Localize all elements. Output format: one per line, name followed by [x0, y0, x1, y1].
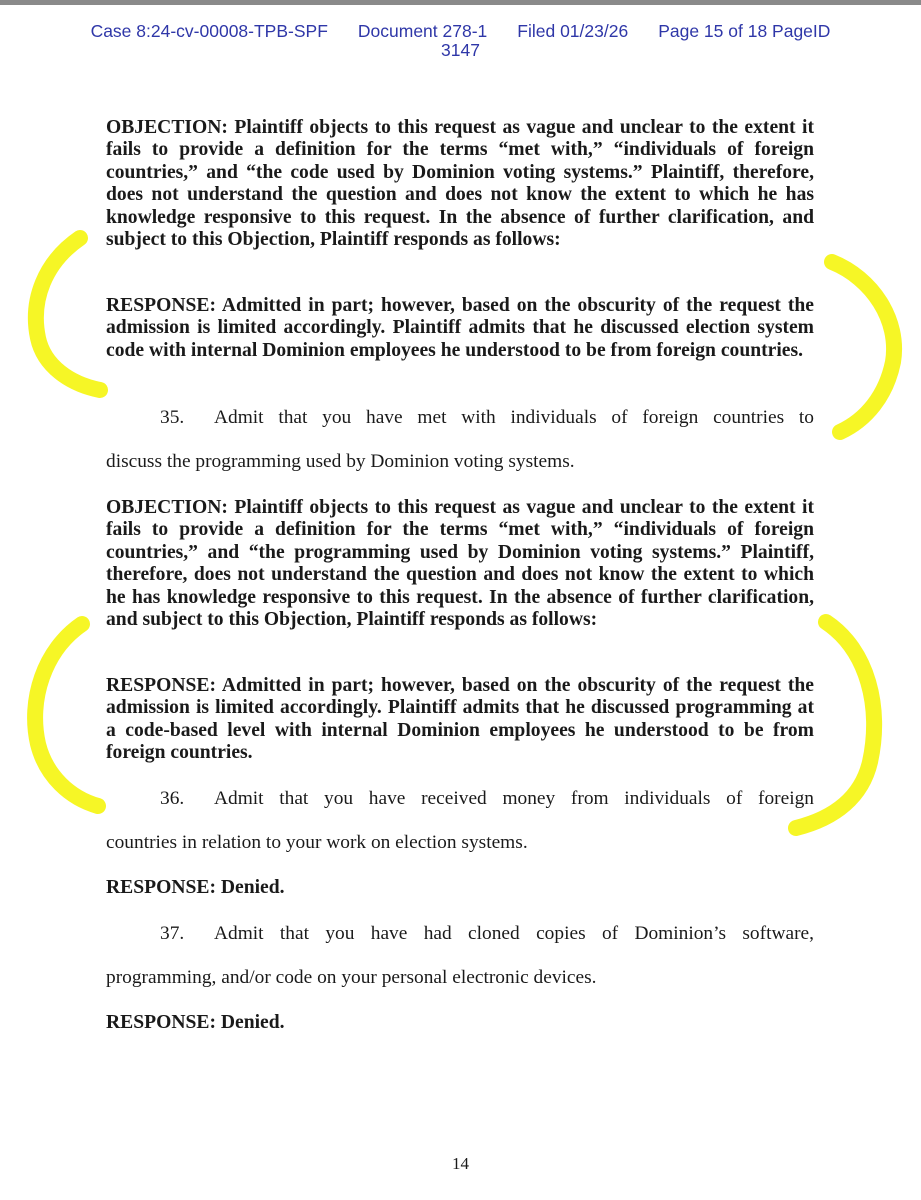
- response-37: RESPONSE: Denied.: [106, 1012, 285, 1033]
- request-37-line2: programming, and/or code on your personal electronic devices.: [106, 967, 597, 988]
- request-37: [106, 912, 814, 1000]
- request-35-number: 35.: [160, 407, 185, 428]
- case-number: Case 8:24-cv-00008-TPB-SPF: [90, 21, 328, 41]
- highlight-bracket-right-upper: [832, 262, 894, 432]
- objection-34: OBJECTION: Plaintiff objects to this request as vague and unclear to the extent it fails to provide a definition for the terms “met with,” “individuals of foreign countries,” and “the code used by Dominion voting systems.” Plaintiff, therefore, does not understand the question and does not know the extent to which he has knowledge responsive to this request. In the absence of further clarification, and subject to this Objection, Plaintiff responds as follows:: [106, 117, 814, 251]
- request-35-line2: discuss the programming used by Dominion voting systems.: [106, 451, 575, 472]
- request-35: [106, 396, 814, 484]
- filing-header: [0, 22, 921, 60]
- pageid-number: 3147: [441, 40, 480, 60]
- page-info: Page 15 of 18 PageID: [658, 21, 831, 41]
- response-34: RESPONSE: Admitted in part; however, based on the obscurity of the request the admission is limited accordingly. Plaintiff admits that he discussed election system code with internal Dominion employees he understood to be from foreign countries.: [106, 295, 814, 361]
- objection-35: OBJECTION: Plaintiff objects to this request as vague and unclear to the extent it fails to provide a definition for the terms “met with,” “individuals of foreign countries,” and “the programming used by Dominion voting systems.” Plaintiff, therefore, does not understand the question and does not know the extent to which he has knowledge responsive to this request. In the absence of further clarification, and subject to this Objection, Plaintiff responds as follows:: [106, 497, 814, 631]
- request-36-line2: countries in relation to your work on election systems.: [106, 832, 528, 853]
- top-border: [0, 0, 921, 5]
- request-36-number: 36.: [160, 788, 185, 809]
- response-35: RESPONSE: Admitted in part; however, based on the obscurity of the request the admission is limited accordingly. Plaintiff admits that he discussed programming at a code-based level with internal Dominion employees he understood to be from foreign countries.: [106, 675, 814, 764]
- request-37-line1: Admit that you have had cloned copies of Dominion’s software,: [214, 923, 814, 944]
- page-number: 14: [452, 1154, 469, 1173]
- highlight-bracket-left-upper: [36, 238, 100, 390]
- request-36: [106, 777, 814, 865]
- highlight-bracket-left-lower: [35, 624, 98, 806]
- request-36-line1: Admit that you have received money from individuals of foreign: [214, 788, 814, 809]
- request-35-line1: Admit that you have met with individuals of foreign countries to: [214, 407, 814, 428]
- document-number: Document 278-1: [357, 21, 488, 41]
- request-37-number: 37.: [160, 923, 185, 944]
- filed-date: Filed 01/23/26: [517, 21, 629, 41]
- response-36: RESPONSE: Denied.: [106, 877, 285, 898]
